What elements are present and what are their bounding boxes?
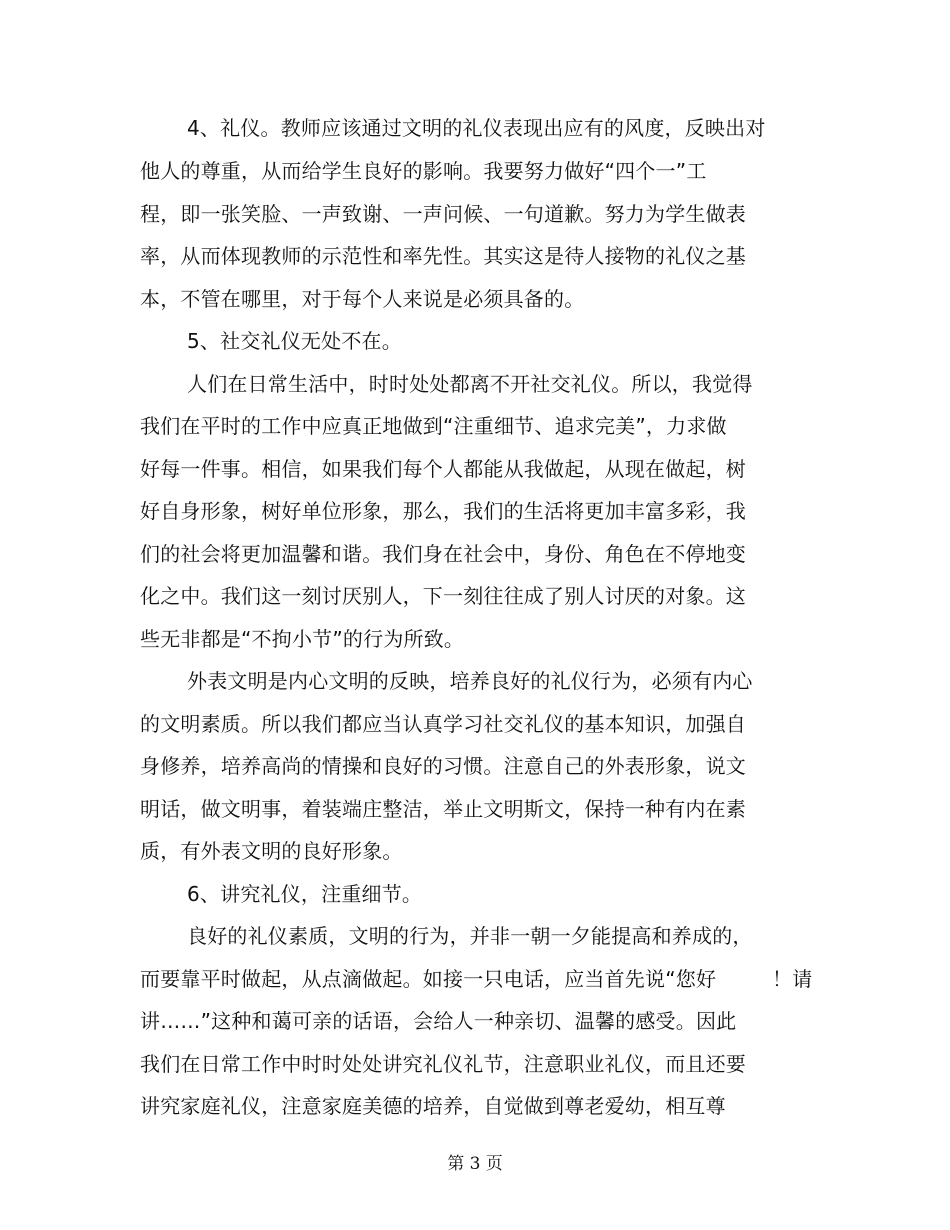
paragraph-line: 而要靠平时做起，从点滴做起。如接一只电话，应当首先说“您好: [140, 967, 717, 991]
paragraph-line: 本，不管在哪里，对于每个人来说是必须具备的。: [140, 287, 585, 311]
paragraph-line: 人们在日常生活中，时时处处都离不开社交礼仪。所以，我觉得: [187, 372, 753, 396]
paragraph-line: 明话，做文明事，着装端庄整洁，举止文明斯文，保持一种有内在素: [140, 797, 746, 821]
page-number: 第 3 页: [447, 1154, 503, 1174]
paragraph-line: 化之中。我们这一刻讨厌别人，下一刻往往成了别人讨厌的对象。这: [140, 584, 746, 608]
paragraph-line: 好自身形象，树好单位形象，那么，我们的生活将更加丰富多彩，我: [140, 499, 746, 523]
paragraph-line: 些无非都是“不拘小节”的行为所致。: [140, 627, 465, 651]
paragraph-line: 外表文明是内心文明的反映，培养良好的礼仪行为，必须有内心: [187, 669, 753, 693]
paragraph-line: 我们在平时的工作中应真正地做到“注重细节、追求完美”，力求做: [140, 414, 727, 438]
paragraph-line: 好每一件事。相信，如果我们每个人都能从我做起，从现在做起，树: [140, 457, 746, 481]
paragraph-line: 的文明素质。所以我们都应当认真学习社交礼仪的基本知识，加强自: [140, 712, 746, 736]
paragraph-line: 身修养，培养高尚的情操和良好的习惯。注意自己的外表形象，说文: [140, 754, 746, 778]
paragraph-line: 4、礼仪。教师应该通过文明的礼仪表现出应有的风度，反映出对: [187, 116, 766, 140]
paragraph-line: 讲……”这种和蔼可亲的话语，会给人一种亲切、温馨的感受。因此: [140, 1009, 737, 1033]
paragraph-line: 们的社会将更加温馨和谐。我们身在社会中，身份、角色在不停地变: [140, 542, 746, 566]
paragraph-line: 率，从而体现教师的示范性和率先性。其实这是待人接物的礼仪之基: [140, 244, 746, 268]
paragraph-line: 我们在日常工作中时时处处讲究礼仪礼节，注意职业礼仪，而且还要: [140, 1052, 746, 1076]
section-heading: 5、社交礼仪无处不在。: [187, 329, 402, 353]
paragraph-line: 质，有外表文明的良好形象。: [140, 839, 403, 863]
paragraph-line: 良好的礼仪素质，文明的行为，并非一朝一夕能提高和养成的，: [187, 924, 753, 948]
stray-text: ！请: [772, 967, 813, 991]
section-heading: 6、讲究礼仪，注重细节。: [187, 882, 423, 906]
paragraph-line: 讲究家庭礼仪，注意家庭美德的培养，自觉做到尊老爱幼，相互尊: [140, 1094, 726, 1118]
paragraph-line: 他人的尊重，从而给学生良好的影响。我要努力做好“四个一”工: [140, 159, 707, 183]
paragraph-line: 程，即一张笑脸、一声致谢、一声问候、一句道歉。努力为学生做表: [140, 202, 746, 226]
